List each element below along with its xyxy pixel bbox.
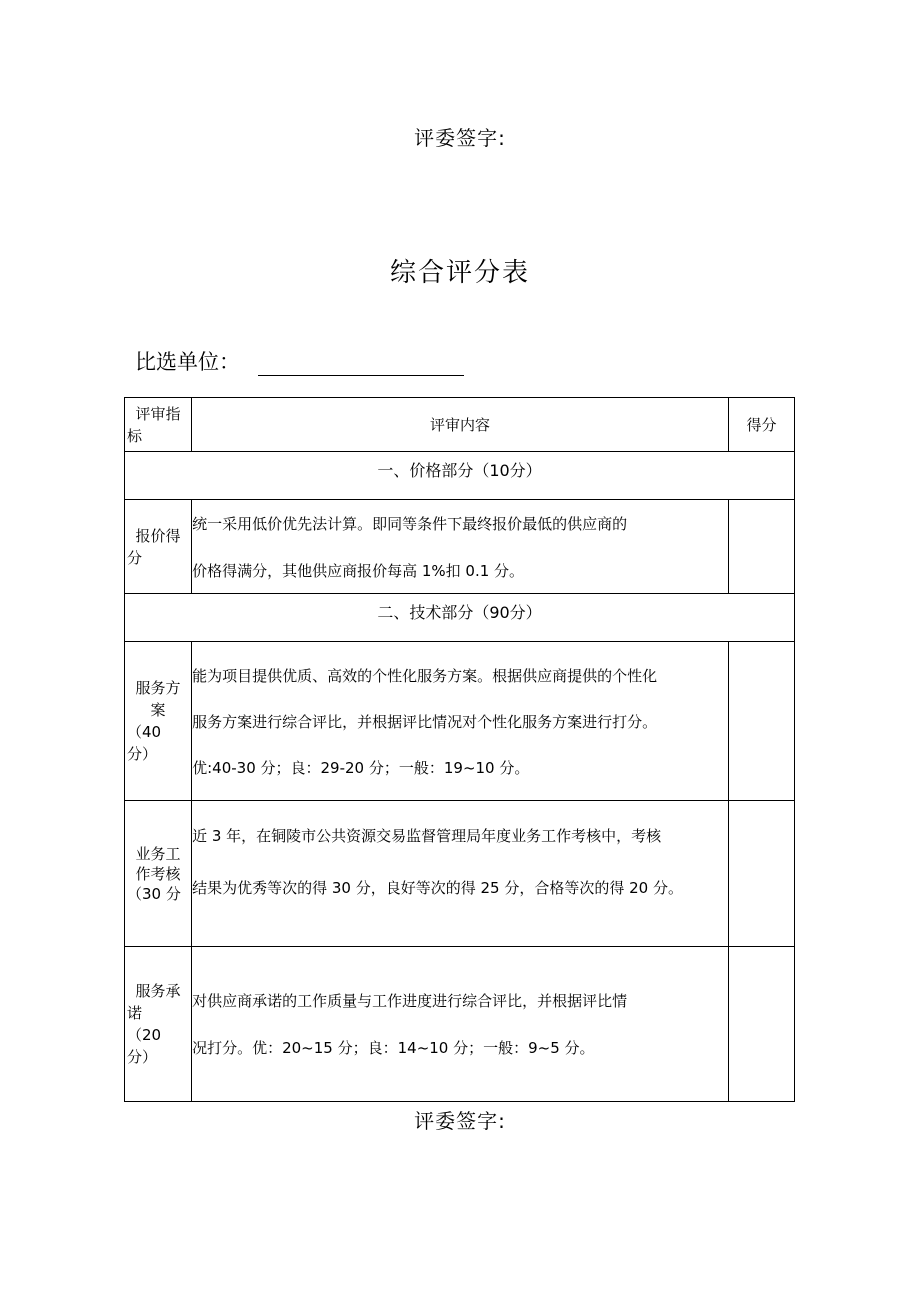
- table-header-row: [125, 398, 795, 452]
- assessment-content-cell: [192, 801, 729, 947]
- assessment-score-cell[interactable]: [728, 801, 794, 947]
- header-indicator-line1: 评审指: [135, 404, 181, 423]
- commitment-indicator-line4: 分）: [127, 1048, 158, 1066]
- table-row: [125, 642, 795, 801]
- header-content: 评审内容: [192, 398, 729, 452]
- table-row: [125, 947, 795, 1102]
- section-price-title: 一、价格部分（10分）: [125, 452, 795, 500]
- table-row: [125, 801, 795, 947]
- price-content-cell: [192, 500, 729, 594]
- assessment-indicator-line1: 业务工: [135, 844, 181, 863]
- commitment-content-line2: 况打分。优：20~15 分；良：14~10 分；一般：9~5 分。: [192, 1039, 595, 1057]
- assessment-content-line2: 结果为优秀等次的得 30 分，良好等次的得 25 分，合格等次的得 20 分。: [192, 879, 683, 897]
- bidding-unit-label: 比选单位：: [135, 350, 240, 374]
- price-content-line1: 统一采用低价优先法计算。即同等条件下最终报价最低的供应商的: [192, 514, 628, 533]
- service-plan-content-line1: 能为项目提供优质、高效的个性化服务方案。根据供应商提供的个性化: [192, 666, 658, 685]
- commitment-score-cell[interactable]: [728, 947, 794, 1102]
- section-technical-row: [125, 594, 795, 642]
- header-indicator-line2: 标: [127, 426, 143, 445]
- price-indicator-line1: 报价得: [135, 526, 181, 545]
- service-plan-score-cell[interactable]: [728, 642, 794, 801]
- header-score: 得分: [728, 398, 794, 452]
- commitment-indicator-line1: 服务承: [135, 982, 181, 1000]
- price-content-line2: 价格得满分，其他供应商报价每高 1%扣 0.1 分。: [192, 561, 525, 580]
- service-plan-indicator-line2: 案: [150, 701, 166, 719]
- commitment-content-cell: [192, 947, 729, 1102]
- score-table: [124, 397, 795, 1102]
- assessment-indicator-line3: （30 分: [127, 884, 181, 903]
- section-technical-title: 二、技术部分（90分）: [125, 594, 795, 642]
- bidding-unit-row: [135, 346, 464, 376]
- table-row: [125, 500, 795, 594]
- service-plan-indicator-line1: 服务方: [135, 679, 181, 697]
- judge-signature-top: 评委签字:: [414, 126, 506, 150]
- service-plan-content-cell: [192, 642, 729, 801]
- header-indicator-cell: [125, 398, 192, 452]
- bidding-unit-blank: [258, 351, 464, 376]
- commitment-content-line1: 对供应商承诺的工作质量与工作进度进行综合评比，并根据评比情: [192, 992, 628, 1010]
- price-score-cell[interactable]: [728, 500, 794, 594]
- price-indicator-line2: 分: [127, 548, 143, 567]
- service-plan-indicator-line3: （40: [127, 723, 162, 741]
- section-price-row: [125, 452, 795, 500]
- service-plan-content-line3: 优:40-30 分；良：29-20 分；一般：19~10 分。: [192, 758, 530, 777]
- service-plan-indicator-line4: 分）: [127, 745, 158, 763]
- commitment-indicator-line3: （20: [127, 1026, 162, 1044]
- commitment-indicator-cell: [125, 947, 192, 1102]
- service-plan-indicator-cell: [125, 642, 192, 801]
- assessment-content-line1: 近 3 年，在铜陵市公共资源交易监督管理局年度业务工作考核中，考核: [192, 827, 662, 845]
- service-plan-content-line2: 服务方案进行综合评比，并根据评比情况对个性化服务方案进行打分。: [192, 712, 658, 731]
- judge-signature-bottom: 评委签字:: [414, 1109, 506, 1133]
- commitment-indicator-line2: 诺: [127, 1004, 143, 1022]
- page-title: 综合评分表: [389, 258, 530, 288]
- price-indicator-cell: [125, 500, 192, 594]
- assessment-indicator-cell: [125, 801, 192, 947]
- assessment-indicator-line2: 作考核: [135, 864, 181, 883]
